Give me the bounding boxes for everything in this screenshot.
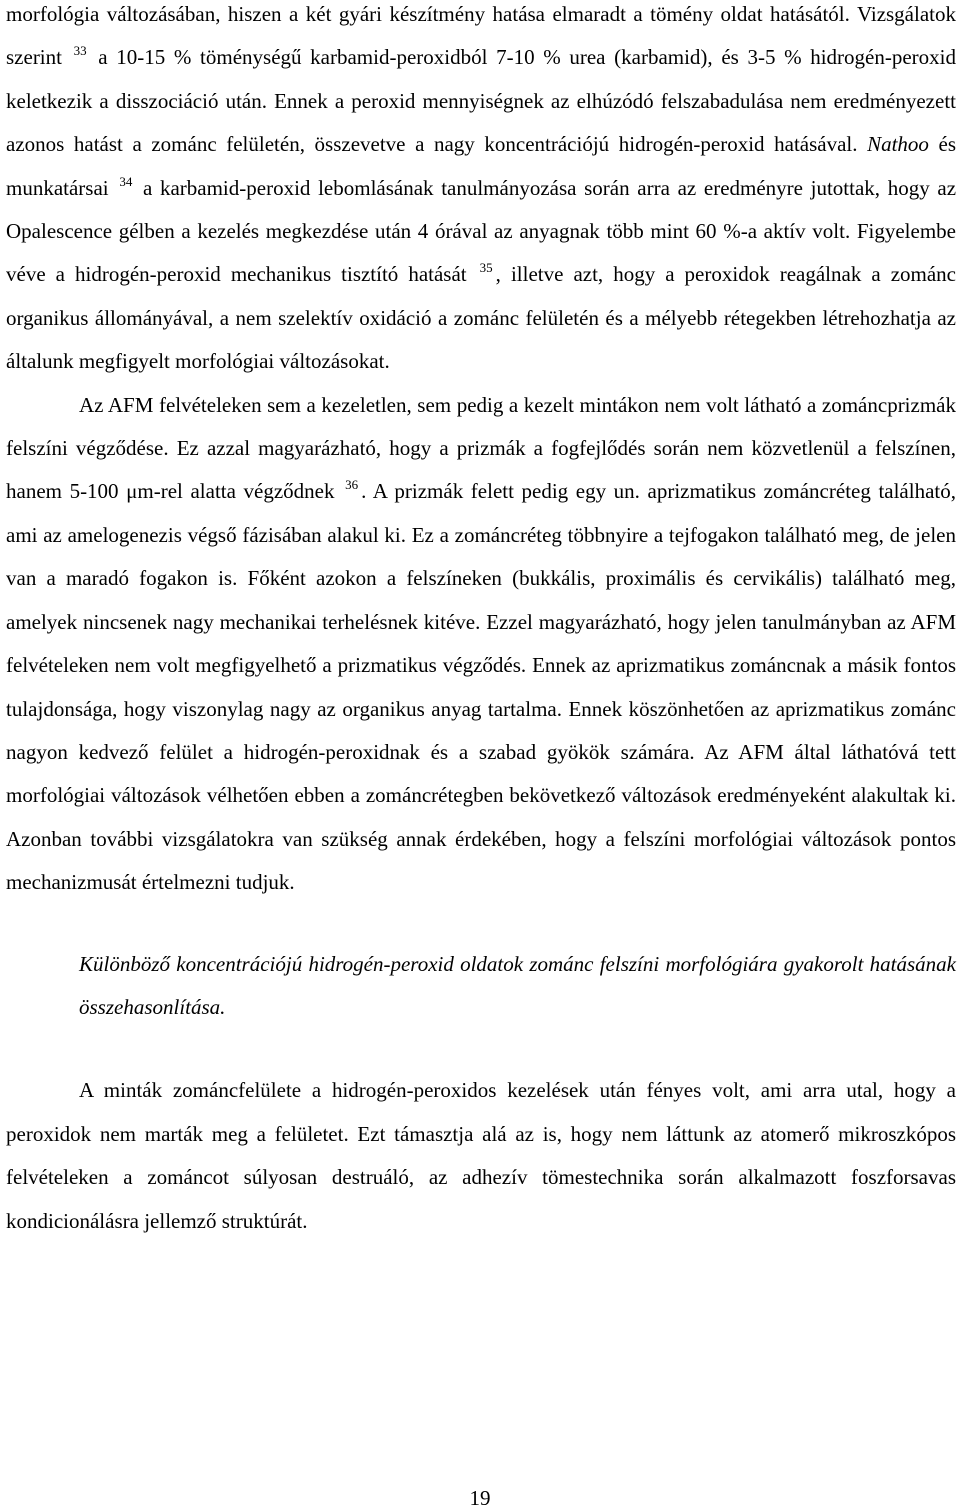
citation-ref: 35 (479, 260, 493, 276)
paragraph-text: és munkatársai (6, 132, 957, 200)
page-number: 19 (469, 1486, 491, 1510)
paragraph-text: morfológia változásában, hiszen a két gyári készítmény hatása elmaradt a tömény oldat hatásától. Vizsgálatok szerint (6, 2, 956, 70)
citation-ref: 33 (73, 43, 87, 59)
paragraph-text: . A prizmák felett pedig egy un. aprizmatikus zománcréteg található, ami az amelogenezis végső fázisában alakul ki. Ez a zománcréteg többnyire a tejfogakon található meg, de jelen van a maradó fogakon is. Főként azokon a felszíneken (bukkális, proximális és cervikális) található meg, amelyek nincsenek nagy mechanikai terhelésnek kitéve. Ezzel magyarázható, hogy jelen tanulmányban az AFM felvételeken nem volt megfigyelhető a prizmatikus végződés. Ennek az aprizmatikus zománcnak a másik fontos tulajdonsága, hogy viszonylag nagy az organikus anyag tartalma. Ennek köszönhetően az aprizmatikus zománc nagyon kedvező felület a hidrogén-peroxidnak és a szabad gyökök számára. Az AFM által láthatóvá tett morfológiai változások vélhetően ebben a zománcrétegben bekövetkező változások eredményeként alakultak ki. Azonban további vizsgálatokra van szükség annak érdekében, hogy a felszíni morfológiai változások pontos mechanizmusát értelmezni tudjuk. (6, 479, 956, 895)
author-name: Nathoo (867, 132, 929, 157)
paragraph-text: a 10-15 % töménységű karbamid-peroxidból 7-10 % urea (karbamid), és 3-5 % hidrogén-peroxid keletkezik a disszociáció után. Ennek a peroxid mennyiségnek az elhúzódó felszabadulása nem eredményezett azonos hatást a zománc felületén, összevetve a nagy koncentrációjú hidrogén-peroxid hatásával. (6, 45, 957, 157)
section-heading: Különböző koncentrációjú hidrogén-peroxid oldatok zománc felszíni morfológiára gyakorolt hatásának összehasonlítása. (79, 951, 956, 1019)
paragraph-text: , illetve azt, hogy a peroxidok reagálnak a zománc organikus állományával, a nem szelektív oxidáció a zománc felületén és a mélyebb rétegekben létrehozhatja az általunk megfigyelt morfológiai változásokat. (6, 262, 957, 374)
paragraph-text: a karbamid-peroxid lebomlásának tanulmányozása során arra az eredményre jutottak, hogy az Opalescence gélben a kezelés megkezdése után 4 órával az anyagnak több mint 60 %-a aktív volt. Figyelembe véve a hidrogén-peroxid mechanikus tisztító hatását (6, 175, 957, 287)
body-paragraph-2 (6, 384, 956, 905)
paragraph-text: A minták zománcfelülete a hidrogén-peroxidos kezelések után fényes volt, ami arra utal, hogy a peroxidok nem marták meg a felületet. Ezt támasztja alá az is, hogy nem láttunk az atomerő mikroszkópos felvételeken a zománcot súlyosan destruáló, az adhezív tömestechnika során alkalmazott foszforsavas kondicionálásra jellemző struktúrát. (6, 1078, 956, 1233)
body-paragraph-3 (6, 1069, 956, 1243)
body-paragraph-1 (6, 0, 956, 384)
citation-ref: 36 (345, 477, 359, 493)
citation-ref: 34 (119, 173, 133, 189)
paragraph-text: Az AFM felvételeken sem a kezeletlen, sem pedig a kezelt mintákon nem volt látható a zománcprizmák felszíni végződése. Ez azzal magyarázható, hogy a prizmák a fogfejlődés során nem közvetlenül a felszínen, hanem 5-100 μm-rel alatta végződnek (6, 392, 956, 504)
document-page (6, 0, 956, 1243)
